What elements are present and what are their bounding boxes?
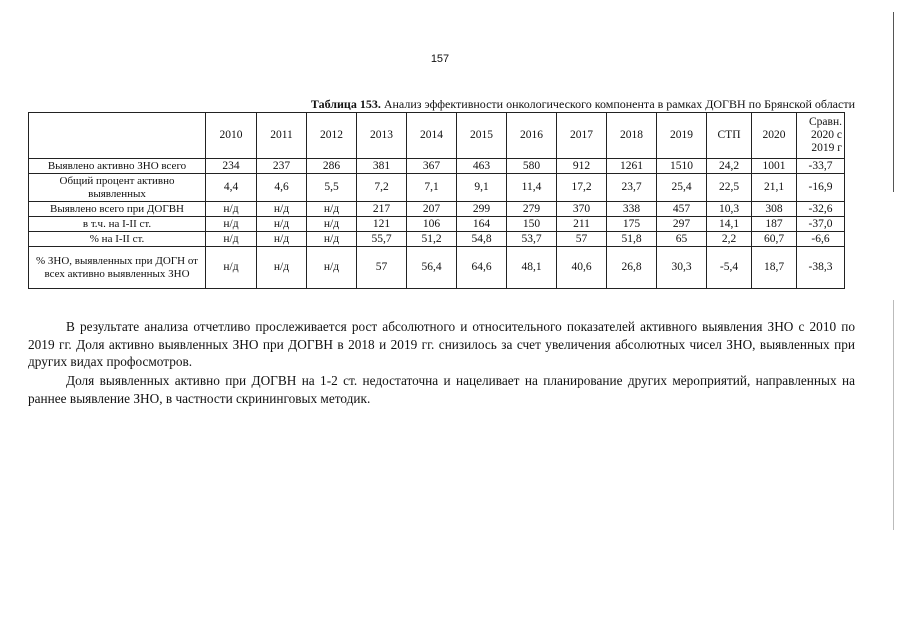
- table-caption-label: Таблица 153.: [310, 97, 381, 111]
- table-cell: -37,0: [797, 217, 845, 232]
- table-cell: -38,3: [797, 247, 845, 289]
- table-cell: 381: [357, 159, 407, 174]
- table-cell: 30,3: [657, 247, 707, 289]
- table-cell: 457: [657, 202, 707, 217]
- table-cell: 106: [407, 217, 457, 232]
- table-cell: 40,6: [557, 247, 607, 289]
- table-cell: 10,3: [707, 202, 752, 217]
- table-cell: 308: [752, 202, 797, 217]
- table-cell: -6,6: [797, 232, 845, 247]
- paragraph-1-text: В результате анализа отчетливо прослеживается рост абсолютного и относительного показателей активного выявления ЗНО с 2010 по 2019 гг. Доля активно выявленных ЗНО при ДОГВН в 2018 и 2019 гг. снизилось за счет увеличения абсолютных чисел ЗНО, выявленных при других видах профосмотров.: [28, 319, 855, 369]
- table-cell: 338: [607, 202, 657, 217]
- table-cell: 7,1: [407, 174, 457, 202]
- table-cell: 4,6: [257, 174, 307, 202]
- table-cell: 187: [752, 217, 797, 232]
- table-cell: 1510: [657, 159, 707, 174]
- table-cell: н/д: [206, 202, 257, 217]
- row-label: Общий процент активно выявленных: [29, 174, 206, 202]
- table-cell: 207: [407, 202, 457, 217]
- table-cell: 22,5: [707, 174, 752, 202]
- paragraph-2-text: Доля выявленных активно при ДОГВН на 1-2 ст. недостаточна и нацеливает на планирование других мероприятий, направленных на раннее выявление ЗНО, в частности скрининговых методик.: [28, 373, 855, 406]
- table-cell: 26,8: [607, 247, 657, 289]
- table-cell: 57: [357, 247, 407, 289]
- table-cell: 17,2: [557, 174, 607, 202]
- data-table: [28, 112, 845, 289]
- table-cell: н/д: [206, 232, 257, 247]
- column-header: 2013: [357, 113, 407, 159]
- table-cell: н/д: [257, 202, 307, 217]
- table-body: [29, 159, 845, 289]
- table-cell: 2,2: [707, 232, 752, 247]
- table-cell: 25,4: [657, 174, 707, 202]
- table-row: [29, 232, 845, 247]
- table-cell: 21,1: [752, 174, 797, 202]
- table-cell: -33,7: [797, 159, 845, 174]
- column-header: 2012: [307, 113, 357, 159]
- table-cell: -16,9: [797, 174, 845, 202]
- page-number: 157: [430, 53, 450, 65]
- table-cell: 912: [557, 159, 607, 174]
- table-cell: н/д: [206, 247, 257, 289]
- column-header: 2014: [407, 113, 457, 159]
- table-cell: 5,5: [307, 174, 357, 202]
- table-cell: 57: [557, 232, 607, 247]
- paragraph-1: [28, 318, 855, 371]
- table-cell: 54,8: [457, 232, 507, 247]
- table-cell: 4,4: [206, 174, 257, 202]
- table-cell: -5,4: [707, 247, 752, 289]
- table-cell: 48,1: [507, 247, 557, 289]
- table-cell: н/д: [257, 247, 307, 289]
- table-cell: 164: [457, 217, 507, 232]
- column-header: 2018: [607, 113, 657, 159]
- column-header: 2011: [257, 113, 307, 159]
- table-header: [29, 113, 845, 159]
- table-caption: [28, 97, 855, 112]
- column-header: 2019: [657, 113, 707, 159]
- column-header: 2010: [206, 113, 257, 159]
- table-cell: 60,7: [752, 232, 797, 247]
- table-cell: 234: [206, 159, 257, 174]
- column-header: 2020: [752, 113, 797, 159]
- table-cell: 18,7: [752, 247, 797, 289]
- column-header: 2016: [507, 113, 557, 159]
- table-cell: 175: [607, 217, 657, 232]
- table-caption-text: Анализ эффективности онкологического компонента в рамках ДОГВН по Брянской области: [380, 97, 855, 111]
- table-cell: 55,7: [357, 232, 407, 247]
- table-cell: н/д: [307, 232, 357, 247]
- row-label: Выявлено активно ЗНО всего: [29, 159, 206, 174]
- table-cell: 53,7: [507, 232, 557, 247]
- table-cell: н/д: [307, 202, 357, 217]
- table-cell: 121: [357, 217, 407, 232]
- table-cell: 7,2: [357, 174, 407, 202]
- table-cell: 150: [507, 217, 557, 232]
- table-cell: н/д: [307, 247, 357, 289]
- table-cell: 299: [457, 202, 507, 217]
- table-row: [29, 202, 845, 217]
- header-row: [29, 113, 845, 159]
- table-cell: н/д: [206, 217, 257, 232]
- table-cell: н/д: [257, 232, 307, 247]
- table-cell: 1001: [752, 159, 797, 174]
- column-header: 2015: [457, 113, 507, 159]
- row-label: % ЗНО, выявленных при ДОГН от всех активно выявленных ЗНО: [29, 247, 206, 289]
- paragraph-2: [28, 372, 855, 407]
- table-cell: 297: [657, 217, 707, 232]
- row-label: % на I-II ст.: [29, 232, 206, 247]
- table-cell: 286: [307, 159, 357, 174]
- table-cell: 64,6: [457, 247, 507, 289]
- table-row: [29, 217, 845, 232]
- table-cell: 51,2: [407, 232, 457, 247]
- column-header: СТП: [707, 113, 752, 159]
- table-cell: 24,2: [707, 159, 752, 174]
- table-cell: -32,6: [797, 202, 845, 217]
- column-header: Сравн. 2020 с 2019 г: [797, 113, 845, 159]
- table-cell: 14,1: [707, 217, 752, 232]
- table-cell: 463: [457, 159, 507, 174]
- table-cell: н/д: [307, 217, 357, 232]
- table-cell: 11,4: [507, 174, 557, 202]
- column-header: 2017: [557, 113, 607, 159]
- scan-edge-line: [893, 12, 894, 192]
- table-cell: 1261: [607, 159, 657, 174]
- table-cell: 51,8: [607, 232, 657, 247]
- column-header: [29, 113, 206, 159]
- table-row: [29, 159, 845, 174]
- table-row: [29, 174, 845, 202]
- table-cell: 217: [357, 202, 407, 217]
- table-cell: н/д: [257, 217, 307, 232]
- table-cell: 23,7: [607, 174, 657, 202]
- table-cell: 279: [507, 202, 557, 217]
- table-cell: 580: [507, 159, 557, 174]
- table-cell: 237: [257, 159, 307, 174]
- table-cell: 65: [657, 232, 707, 247]
- table-cell: 211: [557, 217, 607, 232]
- scan-edge-line: [893, 300, 894, 530]
- table-cell: 56,4: [407, 247, 457, 289]
- table-cell: 367: [407, 159, 457, 174]
- table-cell: 370: [557, 202, 607, 217]
- row-label: Выявлено всего при ДОГВН: [29, 202, 206, 217]
- table-cell: 9,1: [457, 174, 507, 202]
- table-row: [29, 247, 845, 289]
- row-label: в т.ч. на I-II ст.: [29, 217, 206, 232]
